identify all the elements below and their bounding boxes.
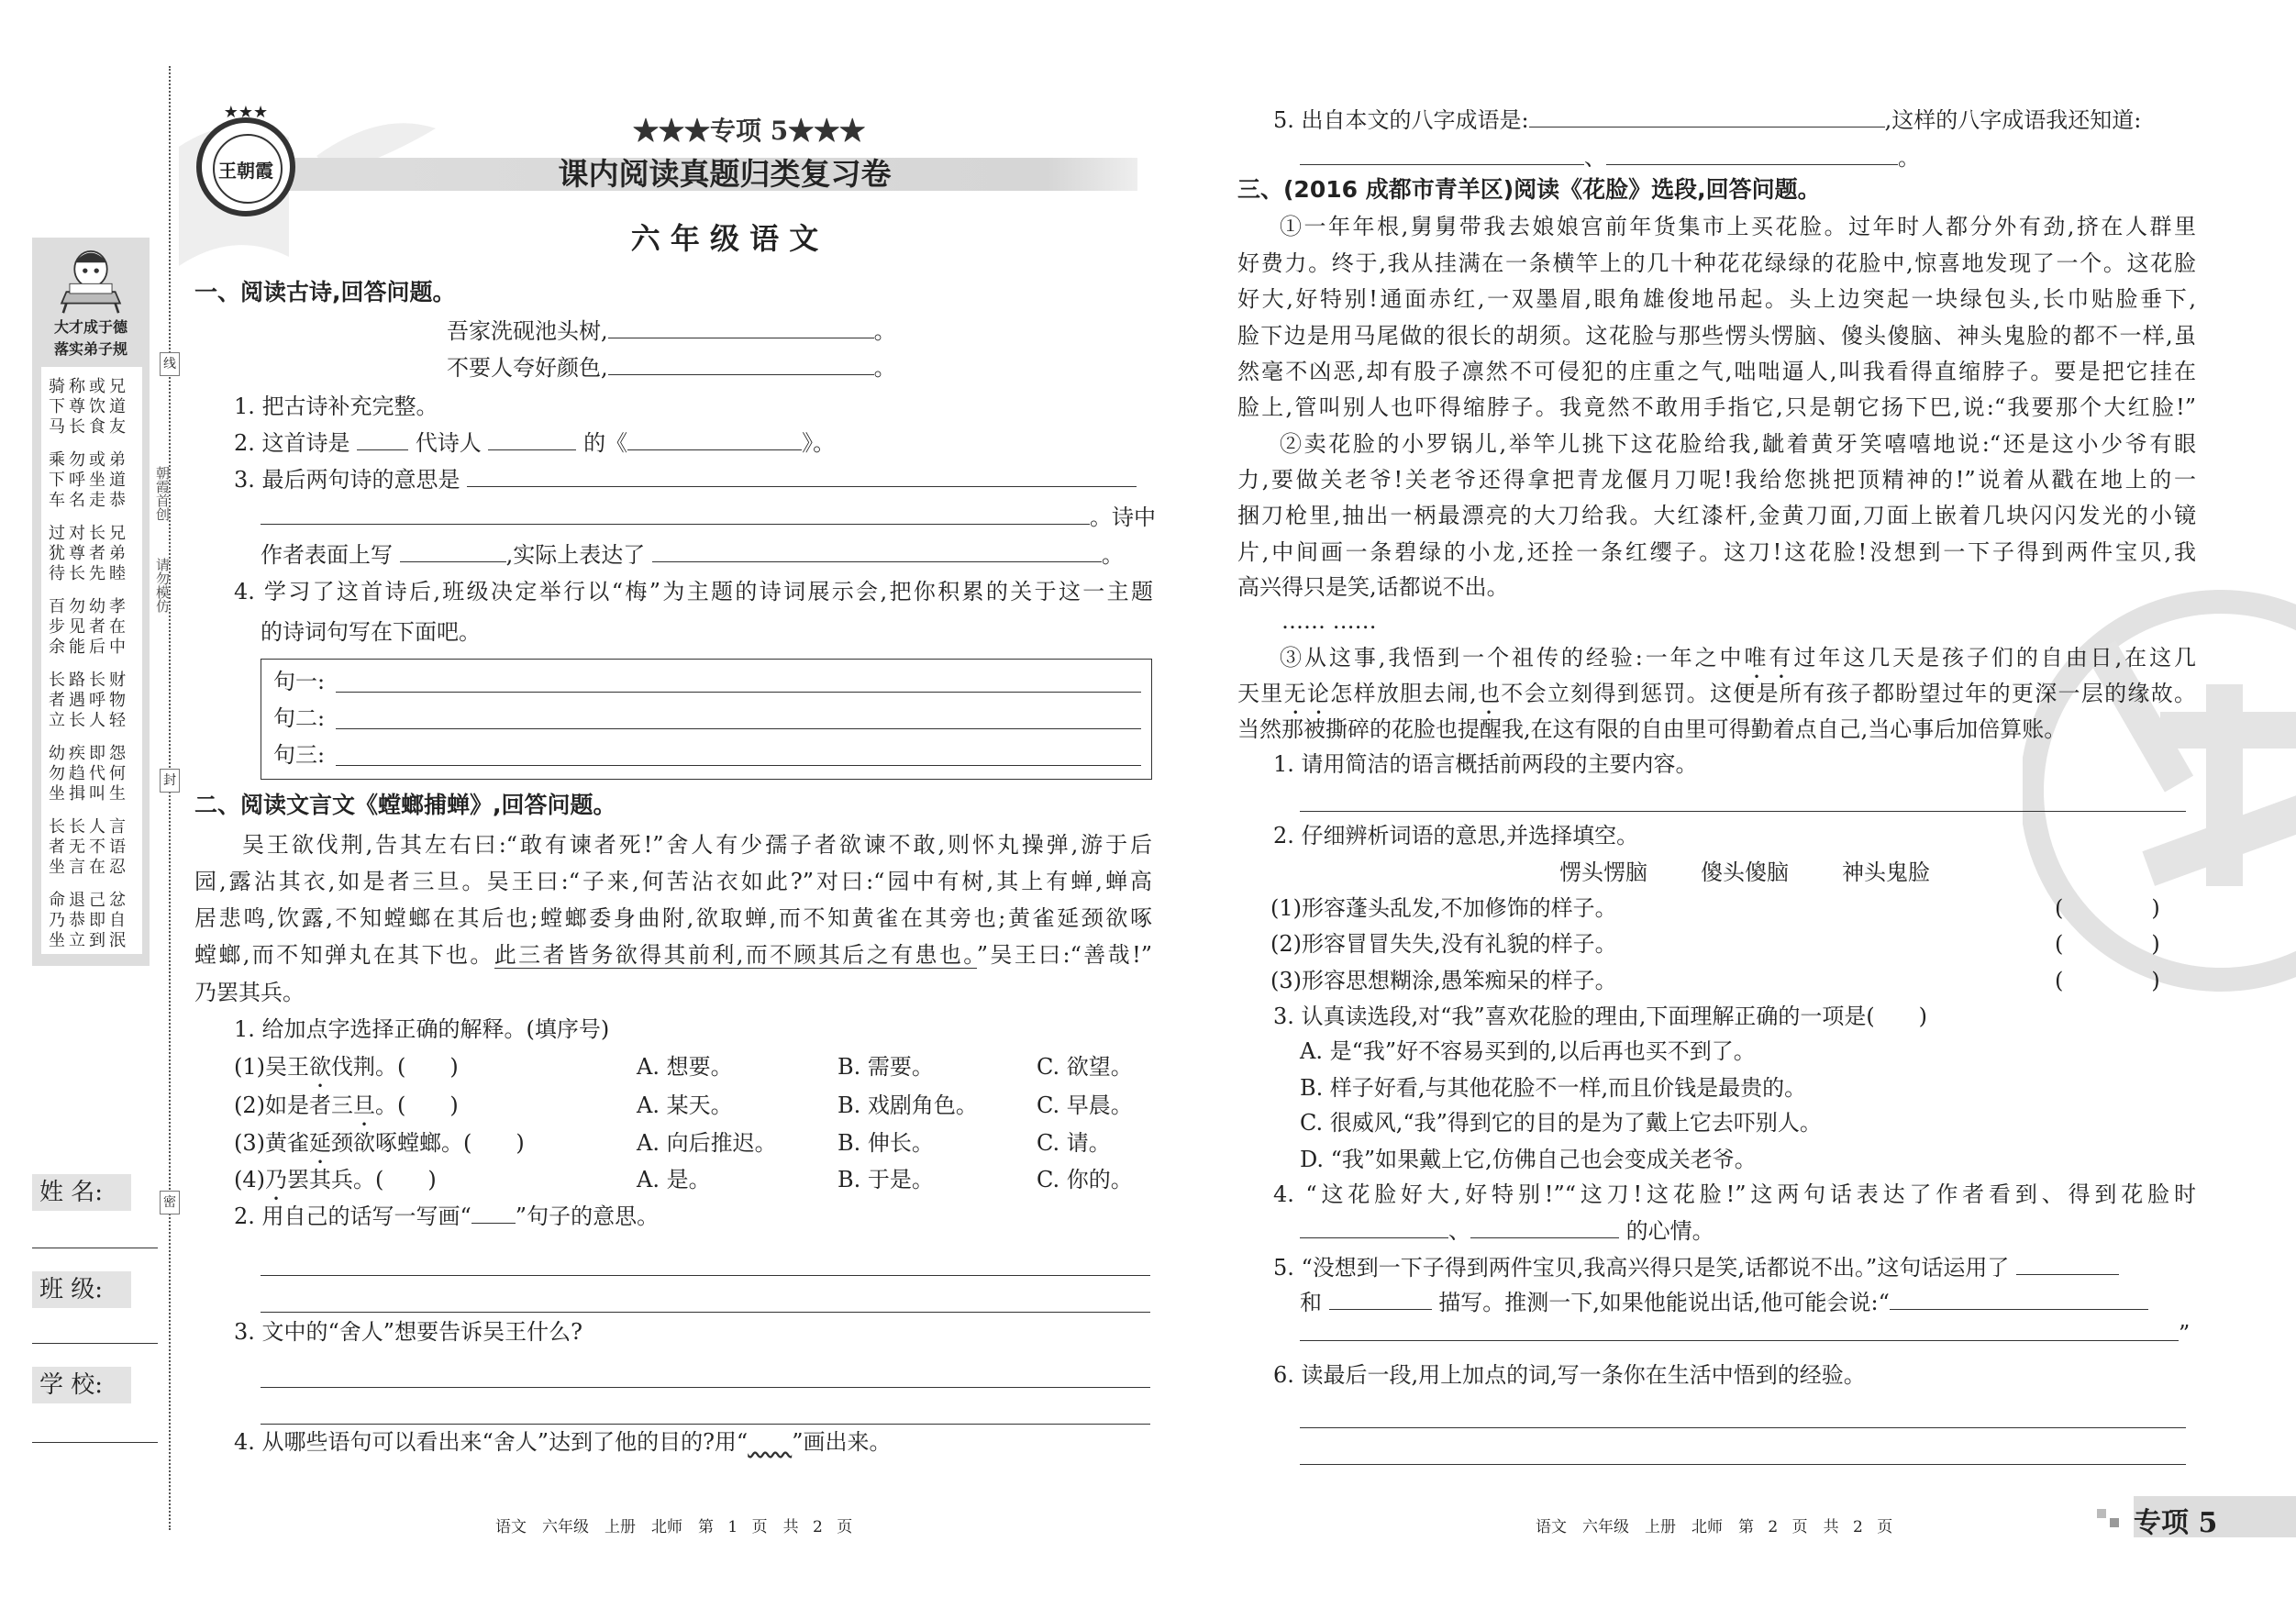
speech-blank[interactable] [1300,1320,2179,1341]
s1-question-1: 1. 把古诗补充完整。 [234,394,438,419]
rule-row: 长长人言 [49,817,129,837]
s3-question-4-line2: 、 的心情。 [1300,1217,1714,1245]
s2-question-4: 4. 从哪些语句可以看出来“舍人”达到了他的目的?用“ ”画出来。 [234,1429,892,1455]
option-a: A. 想要。 [637,1054,733,1080]
verse-2-label: 句二: [273,705,326,731]
name-field-label: 姓 名: [32,1174,131,1211]
rule-row: 骑称或兄 [49,377,129,396]
rule-row: 过对长兄 [49,524,129,543]
paper-title: 课内阅读真题归类复习卷 [558,156,892,192]
verse-1-label: 句一: [273,669,326,694]
s2-question-5: 5. 出自本文的八字成语是: ,这样的八字成语我还知道: [1273,107,2142,133]
meaning-blank-1[interactable] [467,466,1137,487]
school-field-label: 学 校: [32,1367,131,1403]
series-label: ★★★专项 5★★★ [633,116,866,146]
s2-question-2: 2. 用自己的话写一写画“ ”句子的意思。 [234,1203,660,1229]
answer-paren[interactable]: ( ) [2055,895,2160,921]
choice-option-d[interactable]: D. “我”如果戴上它,仿佛自己也会变成关老爷。 [1300,1147,1757,1172]
s1-question-2: 2. 这首诗是 代诗人 的《 》。 [234,430,836,456]
underlined-sentence: 此三者皆务欲得其前利,而不顾其后之有患也。 [494,942,977,968]
s2-question-1: 1. 给加点字选择正确的解释。(填序号) [234,1016,610,1042]
passage-line: ②卖花脸的小罗锅儿,举竿儿挑下这花脸给我,龇着黄牙笑嘻嘻地说:“还是这小少爷有眼 [1280,431,2196,457]
section-3-heading: 三、(2016 成都市青羊区)阅读《花脸》选段,回答问题。 [1237,176,1821,203]
option-a: A. 向后推迟。 [637,1130,777,1156]
rule-row: 车名走恭 [49,491,129,510]
meaning-blank-2[interactable] [261,504,1090,525]
passage-line: 脸上,管叫别人也吓得缩脖子。我竟然不敢用手指它,只是朝它扬下巴,说:“我要那个大红脸!” [1237,394,2196,420]
passage-line: 高兴得只是笑,话都说不出。 [1237,574,1509,600]
series-tag-label: 专项 5 [2134,1507,2218,1539]
poet-blank[interactable] [488,429,576,450]
s3-question-6: 6. 读最后一段,用上加点的词,写一条你在生活中悟到的经验。 [1273,1362,1866,1388]
word-item: (1)形容蓬头乱发,不加修饰的样子。 [1270,895,1617,921]
poem-blank-1[interactable] [608,317,874,338]
s1-question-3-line3: 作者表面上写 ,实际上表达了 。 [261,542,1124,568]
feeling-blank[interactable] [1300,1217,1448,1238]
poem-title-blank[interactable] [627,429,802,450]
word-choice: 傻头傻脑 [1701,859,1789,885]
option-b: B. 于是。 [837,1167,934,1192]
passage-line: 当然那被撕碎的花脸也提醒我,在这有限的自由里可得勤着点自己,当心事后加倍算账。 [1237,716,2067,742]
passage-line: 居悲鸣,饮露,不知螳螂在其后也;螳螂委身曲附,欲取蝉,而不知黄雀在其旁也;黄雀延颈欲啄 [194,905,1152,931]
option-b: B. 需要。 [837,1054,934,1080]
paper-subtitle: 六 年 级 语 文 [630,221,819,256]
seal-mark: 密 [160,1191,180,1214]
passage-ellipsis: …… …… [1281,608,1377,634]
rule-row: 命退己忿 [49,891,129,910]
passage-line: ①一年年根,舅舅带我去娘娘宫前年货集市上买花脸。过年时人都分外有劲,挤在人群里 [1280,214,2196,239]
verse-3-label: 句三: [273,742,326,768]
passage-line: 脸下边是用马尾做的很长的胡须。这花脸与那些愣头愣脑、傻头傻脑、神头鬼脸的都不一样,虽 [1237,323,2196,349]
page-footer-right: 语文 六年级 上册 北师 第 2 页 共 2 页 [1536,1518,1893,1536]
feeling-blank[interactable] [1470,1217,1619,1238]
s1-question-4: 4. 学习了这首诗后,班级决定举行以“梅”为主题的诗词展示会,把你积累的关于这一主题 [234,579,1153,604]
rule-row: 者无不语 [49,837,129,857]
s2-question-3: 3. 文中的“舍人”想要告诉吴王什么? [234,1319,582,1345]
passage-line: 捆刀枪里,抽出一柄最漂亮的大刀给我。大红漆杆,金黄刀面,刀面上嵌着几块闪闪发光的小镜 [1237,503,2196,528]
choice-option-c[interactable]: C. 很威风,“我”得到它的目的是为了戴上它去吓别人。 [1300,1110,1822,1136]
verse-3-input[interactable] [336,765,1141,766]
binding-dotted-line [169,66,171,1530]
option-c: C. 欲望。 [1037,1054,1133,1080]
side-note: 朝霞首创 [154,466,171,521]
poem-blank-2[interactable] [608,354,874,375]
series-tag [2093,1496,2296,1537]
passage-line: 然毫不凶恶,却有股子凛然不可侵犯的庄重之气,咄咄逼人,叫我看得直缩脖子。要是把它挂在 [1237,359,2196,384]
rules-text-panel [41,367,142,954]
answer-line[interactable] [261,1275,1150,1276]
rule-row: 者遇呼物 [49,691,129,710]
rule-row: 立长人轻 [49,711,129,730]
word-item: (2)形容冒冒失失,没有礼貌的样子。 [1270,931,1617,957]
s1-question-3-line2: 。诗中 [261,504,1156,531]
description-blank[interactable] [2016,1254,2119,1275]
side-note: 请勿模仿 [154,558,171,613]
class-field-input[interactable] [32,1343,158,1344]
option-b: B. 伸长。 [837,1130,934,1156]
speech-blank[interactable] [1890,1289,2148,1310]
poem-line-2: 不要人夸好颜色, 。 [447,355,896,381]
passage-line: 天里无论怎样放胆去闹,也不会立刻得到惩罚。这便是所有孩子都盼望过年的更深一层的缘故。 [1237,681,2197,706]
s3-question-4: 4. “这花脸好大,好特别!”“这刀!这花脸!”这两句话表达了作者看到、得到花脸时 [1273,1181,2196,1207]
rule-row: 乃恭即自 [49,911,129,930]
emphasized-word: 无论 [1283,681,1331,706]
answer-paren[interactable]: ( ) [2055,968,2160,993]
option-b: B. 戏剧角色。 [837,1092,978,1118]
section-1-heading: 一、阅读古诗,回答问题。 [194,279,456,305]
rule-row: 犹尊者弟 [49,544,129,563]
description-blank[interactable] [1329,1289,1432,1310]
s3-question-3: 3. 认真读选段,对“我”喜欢花脸的理由,下面理解正确的一项是( ) [1273,1004,1928,1029]
rule-row: 下尊饮道 [49,397,129,416]
emphasized-word: 也 [1476,681,1502,706]
rule-row: 幼疾即怨 [49,744,129,763]
answer-line[interactable] [1300,1427,2186,1428]
rule-row: 坐言在忍 [49,858,129,877]
passage-line: 好费力。终于,我从挂满在一条横竿上的几十种花花绿绿的花脸中,惊喜地发现了一个。这花脸 [1237,250,2196,276]
seal-mark: 线 [160,352,180,376]
answer-line[interactable] [261,1312,1150,1313]
s3-question-5-line2: 和 描写。推测一下,如果他能说出话,他可能会说:“ [1300,1289,2148,1316]
s3-question-2: 2. 仔细辨析词语的意思,并选择填空。 [1273,823,1639,848]
rule-row: 待长先睦 [49,564,129,583]
passage-line: 好大,好特别!通面赤红,一双墨眉,眼角雄俊地吊起。头上边突起一块绿包头,长巾贴脸垂下, [1237,286,2196,312]
passage-line: 园,露沾其衣,如是者三旦。吴王曰:“子来,何苦沾衣如此?”对曰:“园中有树,其上有蝉,蝉高 [194,869,1152,894]
verse-1-input[interactable] [336,692,1141,693]
word-choice: 愣头愣脑 [1559,859,1647,885]
rule-row: 下呼坐道 [49,471,129,490]
verse-2-input[interactable] [336,728,1141,729]
idiom-blank[interactable] [1529,106,1885,128]
s1-question-4-line2: 的诗词句写在下面吧。 [261,619,481,645]
rule-row: 乘勿或弟 [49,450,129,470]
option-a: A. 是。 [637,1167,711,1192]
passage-line: 吴王欲伐荆,告其左右曰:“敢有谏者死!”舍人有少孺子者欲谏不敢,则怀丸操弹,游于后 [242,832,1152,858]
student-reading-illustration-icon [45,243,137,315]
word-item: (3)形容思想糊涂,愚笨痴呆的样子。 [1270,968,1617,993]
answer-line[interactable] [1300,1464,2186,1465]
passage-line: 片,中间画一条碧绿的小龙,还拴一条红缨子。这刀!这花脸!没想到一下子得到两件宝贝,我 [1237,539,2196,565]
s3-question-5-line3: ” [1300,1320,2190,1347]
s1-question-3: 3. 最后两句诗的意思是 [234,466,1137,494]
answer-line[interactable] [261,1424,1150,1425]
logo-crown-icon: ★★★ [223,103,269,122]
rule-row: 步见者在 [49,617,129,637]
q1-item-4: (4)乃罢其兵。( ) [234,1167,437,1192]
word-choice: 神头鬼脸 [1842,859,1930,885]
rule-row: 坐揖叫生 [49,784,129,804]
logo-text: 王朝霞 [218,160,273,182]
s3-question-5: 5. “没想到一下子得到两件宝贝,我高兴得只是笑,话都说不出。”这句话运用了 [1273,1254,2119,1281]
school-field-input[interactable] [32,1442,158,1443]
emphasized-word: 唯有 [1744,645,1794,671]
choice-option-a[interactable]: A. 是“我”好不容易买到的,以后再也买不到了。 [1300,1038,1756,1064]
rule-row: 余能后中 [49,638,129,657]
idiom-blank[interactable] [1300,144,1584,165]
rule-row: 百勿幼孝 [49,597,129,616]
q1-item-3: (3)黄雀延颈欲啄螳螂。( ) [234,1130,525,1156]
option-c: C. 请。 [1037,1130,1111,1156]
motto-line: 落实弟子规 [53,340,128,358]
option-c: C. 你的。 [1037,1167,1133,1192]
answer-line[interactable] [261,1387,1150,1388]
verse-answer-box [261,659,1152,780]
page-footer-left: 语文 六年级 上册 北师 第 1 页 共 2 页 [495,1518,853,1536]
answer-paren[interactable]: ( ) [2055,931,2160,957]
s2-question-5-line2: 、 。 [1300,144,1920,172]
dynasty-blank[interactable] [357,429,408,450]
rule-row: 长路长财 [49,671,129,690]
passage-line: ③从这事,我悟到一个祖传的经验:一年之中唯有过年这几天是孩子们的自由日,在这几 [1280,645,2197,671]
option-c: C. 早晨。 [1037,1092,1133,1118]
passage-line: 乃罢其兵。 [194,980,305,1005]
class-field-label: 班 级: [32,1271,131,1308]
passage-line: 螳螂,而不知弹丸在其下也。此三者皆务欲得其前利,而不顾其后之有患也。”吴王曰:“善哉!” [194,942,1152,968]
q1-item-1: (1)吴王欲伐荆。( ) [234,1054,459,1080]
rule-row: 马长食友 [49,417,129,437]
passage-line: 力,要做关老爷!关老爷还得拿把青龙偃月刀呢!我给您挑把顶精神的!”说着从戳在地上的一 [1237,467,2196,493]
surface-blank[interactable] [400,541,506,562]
rule-row: 坐立到泯 [49,931,129,950]
poem-line-1: 吾家洗砚池头树, 。 [447,318,896,344]
s3-question-1: 1. 请用简洁的语言概括前两段的主要内容。 [1273,751,1698,777]
q1-item-2: (2)如是者三旦。( ) [234,1092,459,1118]
answer-line[interactable] [1300,811,2186,812]
logo [196,103,295,216]
motto-line: 大才成于德 [53,318,128,336]
idiom-blank[interactable] [1606,144,1898,165]
rule-row: 勿趋代何 [49,764,129,783]
choice-option-b[interactable]: B. 样子好看,与其他花脸不一样,而且价钱是最贵的。 [1300,1075,1807,1101]
section-2-heading: 二、阅读文言文《螳螂捕蝉》,回答问题。 [194,792,616,818]
actual-blank[interactable] [652,541,1102,562]
seal-mark: 封 [160,769,180,793]
option-a: A. 某天。 [637,1092,733,1118]
